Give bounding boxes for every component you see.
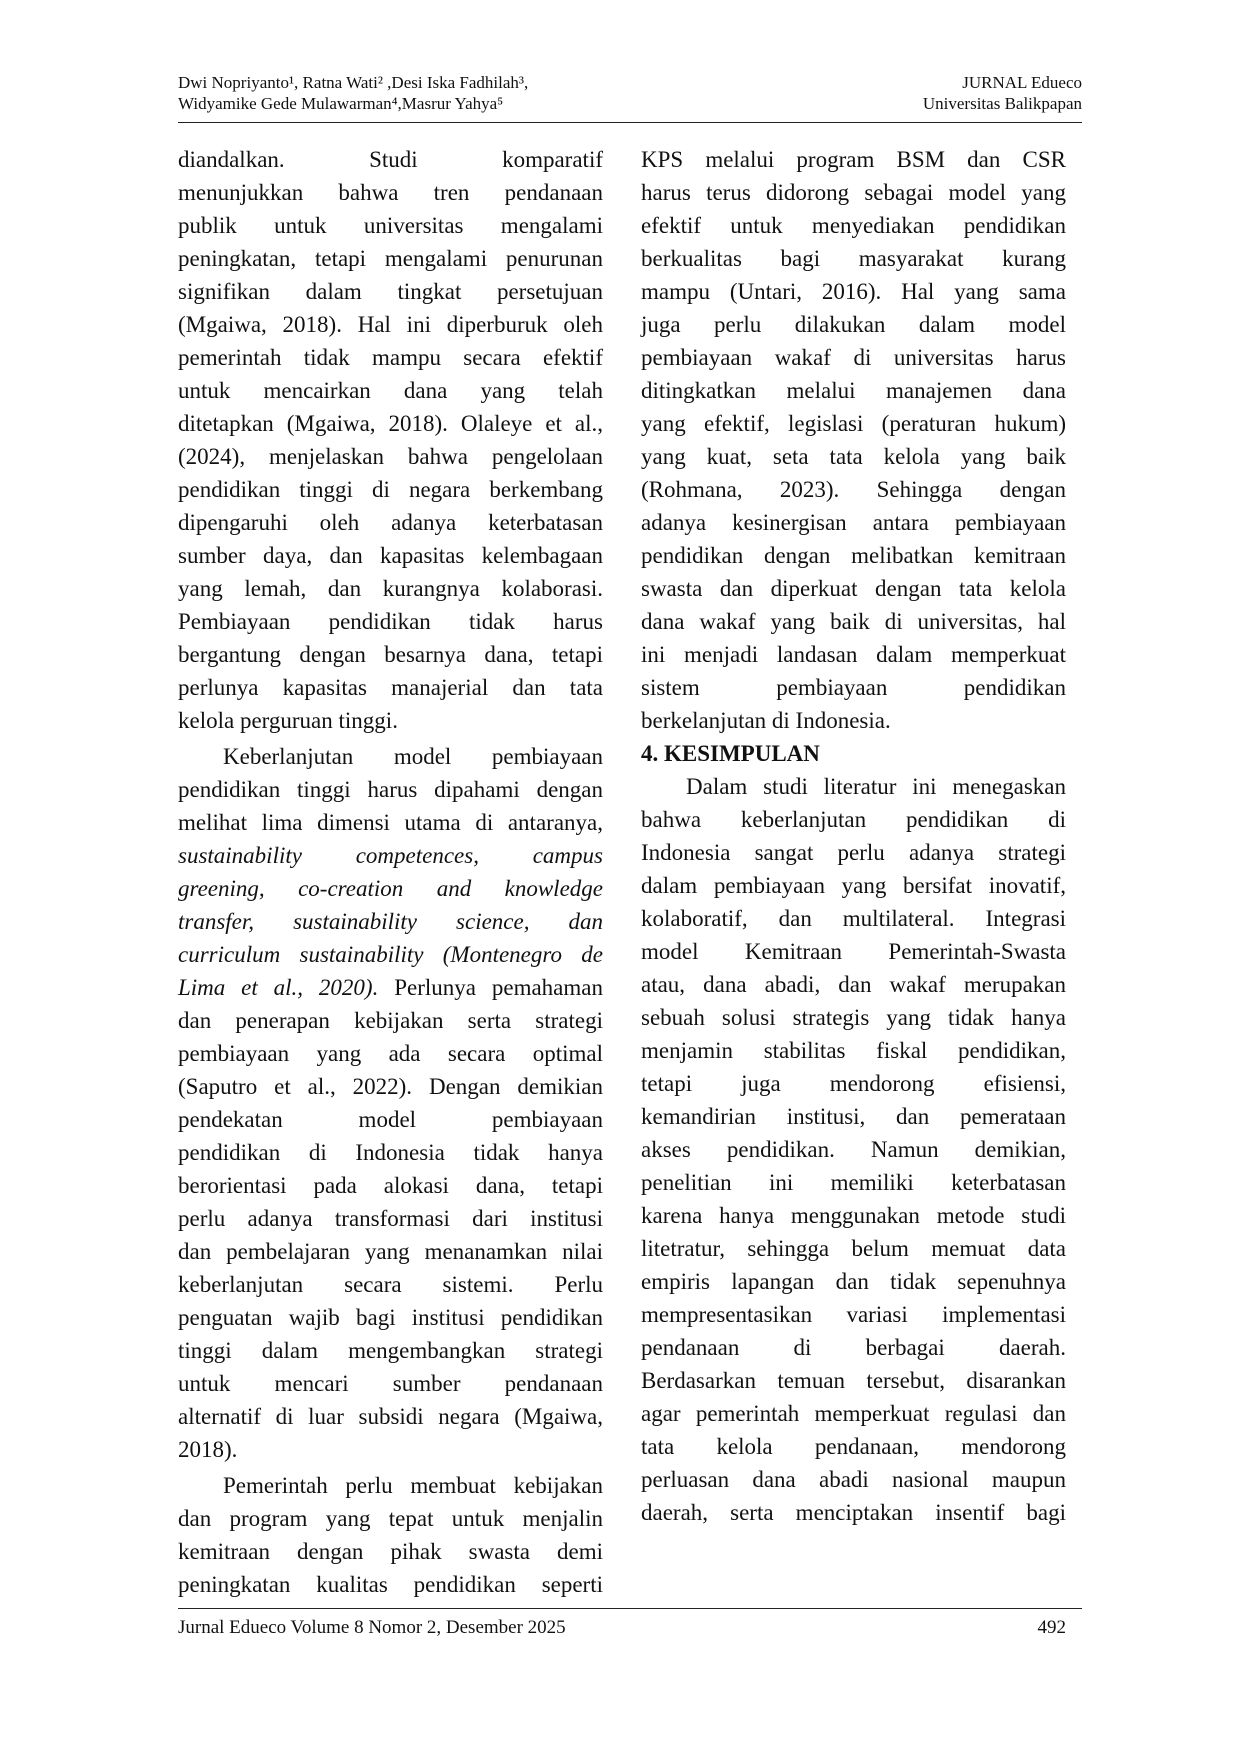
text-line: swasta dan diperkuat dengan tata kelola <box>641 576 1066 601</box>
authors-line-1: Dwi Nopriyanto¹, Ratna Wati² ,Desi Iska Fadhilah³, <box>178 73 529 92</box>
paragraph-left-1 <box>178 143 603 737</box>
text-line: mampu (Untari, 2016). Hal yang sama <box>641 279 1066 304</box>
text-line: melihat lima dimensi utama di antaranya, <box>178 810 603 835</box>
text-line: Dalam studi literatur ini menegaskan <box>686 774 1066 799</box>
text-line: menunjukkan bahwa tren pendanaan <box>178 180 603 205</box>
text-line: berkelanjutan di Indonesia. <box>641 708 891 733</box>
text-line: perlu adanya transformasi dari institusi <box>178 1206 603 1231</box>
text-line: KPS melalui program BSM dan CSR <box>641 147 1066 172</box>
text-line: karena hanya menggunakan metode studi <box>641 1203 1066 1228</box>
text-line: kolaboratif, dan multilateral. Integrasi <box>641 906 1066 931</box>
text-line: curriculum sustainability (Montenegro de <box>178 942 603 967</box>
text-line: untuk mencari sumber pendanaan <box>178 1371 603 1396</box>
text-line: tetapi juga mendorong efisiensi, <box>641 1071 1066 1096</box>
text-line: Indonesia sangat perlu adanya strategi <box>641 840 1066 865</box>
text-line: yang lemah, dan kurangnya kolaborasi. <box>178 576 603 601</box>
text-line: diandalkan. Studi komparatif <box>178 147 603 172</box>
text-line: kemandirian institusi, dan pemerataan <box>641 1104 1066 1129</box>
page-header <box>178 72 1082 122</box>
text-line: 2018). <box>178 1437 238 1462</box>
text-line: adanya kesinergisan antara pembiayaan <box>641 510 1066 535</box>
text-line: signifikan dalam tingkat persetujuan <box>178 279 603 304</box>
text-line: harus terus didorong sebagai model yang <box>641 180 1066 205</box>
footer-journal: Jurnal Edueco Volume 8 Nomor 2, Desember 2025 <box>178 1617 566 1638</box>
text-line: dan pembelajaran yang menanamkan nilai <box>178 1239 603 1264</box>
text-line: untuk mencairkan dana yang telah <box>178 378 603 403</box>
text-line: bahwa keberlanjutan pendidikan di <box>641 807 1066 832</box>
page-number: 492 <box>1037 1617 1066 1638</box>
text-line: pendidikan tinggi harus dipahami dengan <box>178 777 603 802</box>
text-line: kelola perguruan tinggi. <box>178 708 398 733</box>
journal-name: JURNAL Edueco <box>962 73 1082 92</box>
paragraph-right-1 <box>641 143 1066 737</box>
text-line: penguatan wajib bagi institusi pendidikan <box>178 1305 603 1330</box>
footer-divider <box>178 1608 1082 1609</box>
text-line: Pemerintah perlu membuat kebijakan <box>223 1473 603 1498</box>
text-line: peningkatan, tetapi mengalami penurunan <box>178 246 603 271</box>
text-line: greening, co-creation and knowledge <box>178 876 603 901</box>
text-line: juga perlu dilakukan dalam model <box>641 312 1066 337</box>
text-line: pembiayaan wakaf di universitas harus <box>641 345 1066 370</box>
text-line: (Mgaiwa, 2018). Hal ini diperburuk oleh <box>178 312 603 337</box>
text-line: Pembiayaan pendidikan tidak harus <box>178 609 603 634</box>
journal-info <box>923 72 1082 114</box>
text-line: tinggi dalam mengembangkan strategi <box>178 1338 603 1363</box>
text-line: berorientasi pada alokasi dana, tetapi <box>178 1173 603 1198</box>
text-line: yang efektif, legislasi (peraturan hukum) <box>641 411 1066 436</box>
journal-institution: Universitas Balikpapan <box>922 94 1082 113</box>
page-footer <box>178 1616 1082 1640</box>
text-line: dipengaruhi oleh adanya keterbatasan <box>178 510 603 535</box>
text-line: sebuah solusi strategis yang tidak hanya <box>641 1005 1066 1030</box>
text-line: alternatif di luar subsidi negara (Mgaiwa, <box>178 1404 603 1429</box>
text-line: bergantung dengan besarnya dana, tetapi <box>178 642 603 667</box>
text-line: perlunya kapasitas manajerial dan tata <box>178 675 603 700</box>
text-line: Lima et al., 2020). Perlunya pemahaman <box>178 975 603 1000</box>
paragraph-left-2 <box>178 740 603 1466</box>
section-title-kesimpulan: 4. KESIMPULAN <box>641 741 820 766</box>
text-line: efektif untuk menyediakan pendidikan <box>641 213 1066 238</box>
text-line: litetratur, sehingga belum memuat data <box>641 1236 1066 1261</box>
paragraph-left-3 <box>178 1469 603 1601</box>
text-line: Keberlanjutan model pembiayaan <box>223 744 603 769</box>
text-line: keberlanjutan secara sistemi. Perlu <box>178 1272 603 1297</box>
text-line: pendanaan di berbagai daerah. <box>641 1335 1066 1360</box>
text-line: transfer, sustainability science, dan <box>178 909 603 934</box>
text-line: (Saputro et al., 2022). Dengan demikian <box>178 1074 603 1099</box>
text-line: pembiayaan yang ada secara optimal <box>178 1041 603 1066</box>
text-line: mempresentasikan variasi implementasi <box>641 1302 1066 1327</box>
paragraph-conclusion <box>641 770 1066 1529</box>
text-line: (2024), menjelaskan bahwa pengelolaan <box>178 444 603 469</box>
text-line: agar pemerintah memperkuat regulasi dan <box>641 1401 1066 1426</box>
text-line: pendidikan di Indonesia tidak hanya <box>178 1140 603 1165</box>
text-line: menjamin stabilitas fiskal pendidikan, <box>641 1038 1066 1063</box>
text-line: dan program yang tepat untuk menjalin <box>178 1506 603 1531</box>
text-line: model Kemitraan Pemerintah-Swasta <box>641 939 1066 964</box>
author-list <box>178 72 528 114</box>
text-line: (Rohmana, 2023). Sehingga dengan <box>641 477 1066 502</box>
text-line: sustainability competences, campus <box>178 843 603 868</box>
text-line: pendidikan dengan melibatkan kemitraan <box>641 543 1066 568</box>
text-line: daerah, serta menciptakan insentif bagi <box>641 1500 1066 1525</box>
text-line: dalam pembiayaan yang bersifat inovatif, <box>641 873 1066 898</box>
text-line: empiris lapangan dan tidak sepenuhnya <box>641 1269 1066 1294</box>
text-line: tata kelola pendanaan, mendorong <box>641 1434 1066 1459</box>
right-column <box>641 143 1066 1529</box>
text-line: akses pendidikan. Namun demikian, <box>641 1137 1066 1162</box>
text-line: publik untuk universitas mengalami <box>178 213 603 238</box>
text-line: dan penerapan kebijakan serta strategi <box>178 1008 603 1033</box>
text-line: pendekatan model pembiayaan <box>178 1107 603 1132</box>
text-line: atau, dana abadi, dan wakaf merupakan <box>641 972 1066 997</box>
text-line: ditetapkan (Mgaiwa, 2018). Olaleye et al., <box>178 411 603 436</box>
text-line: dana wakaf yang baik di universitas, hal <box>641 609 1066 634</box>
header-divider <box>178 122 1082 123</box>
text-line: yang kuat, seta tata kelola yang baik <box>641 444 1066 469</box>
text-line: peningkatan kualitas pendidikan seperti <box>178 1572 603 1597</box>
text-line: pemerintah tidak mampu secara efektif <box>178 345 603 370</box>
text-line: berkualitas bagi masyarakat kurang <box>641 246 1066 271</box>
text-line: pendidikan tinggi di negara berkembang <box>178 477 603 502</box>
left-column <box>178 143 603 1601</box>
text-line: ini menjadi landasan dalam memperkuat <box>641 642 1066 667</box>
text-line: Berdasarkan temuan tersebut, disarankan <box>641 1368 1066 1393</box>
text-line: penelitian ini memiliki keterbatasan <box>641 1170 1066 1195</box>
authors-line-2: Widyamike Gede Mulawarman⁴,Masrur Yahya⁵ <box>178 94 504 113</box>
text-line: kemitraan dengan pihak swasta demi <box>178 1539 603 1564</box>
text-line: perluasan dana abadi nasional maupun <box>641 1467 1066 1492</box>
text-line: sistem pembiayaan pendidikan <box>641 675 1066 700</box>
text-line: ditingkatkan melalui manajemen dana <box>641 378 1066 403</box>
text-line: sumber daya, dan kapasitas kelembagaan <box>178 543 603 568</box>
